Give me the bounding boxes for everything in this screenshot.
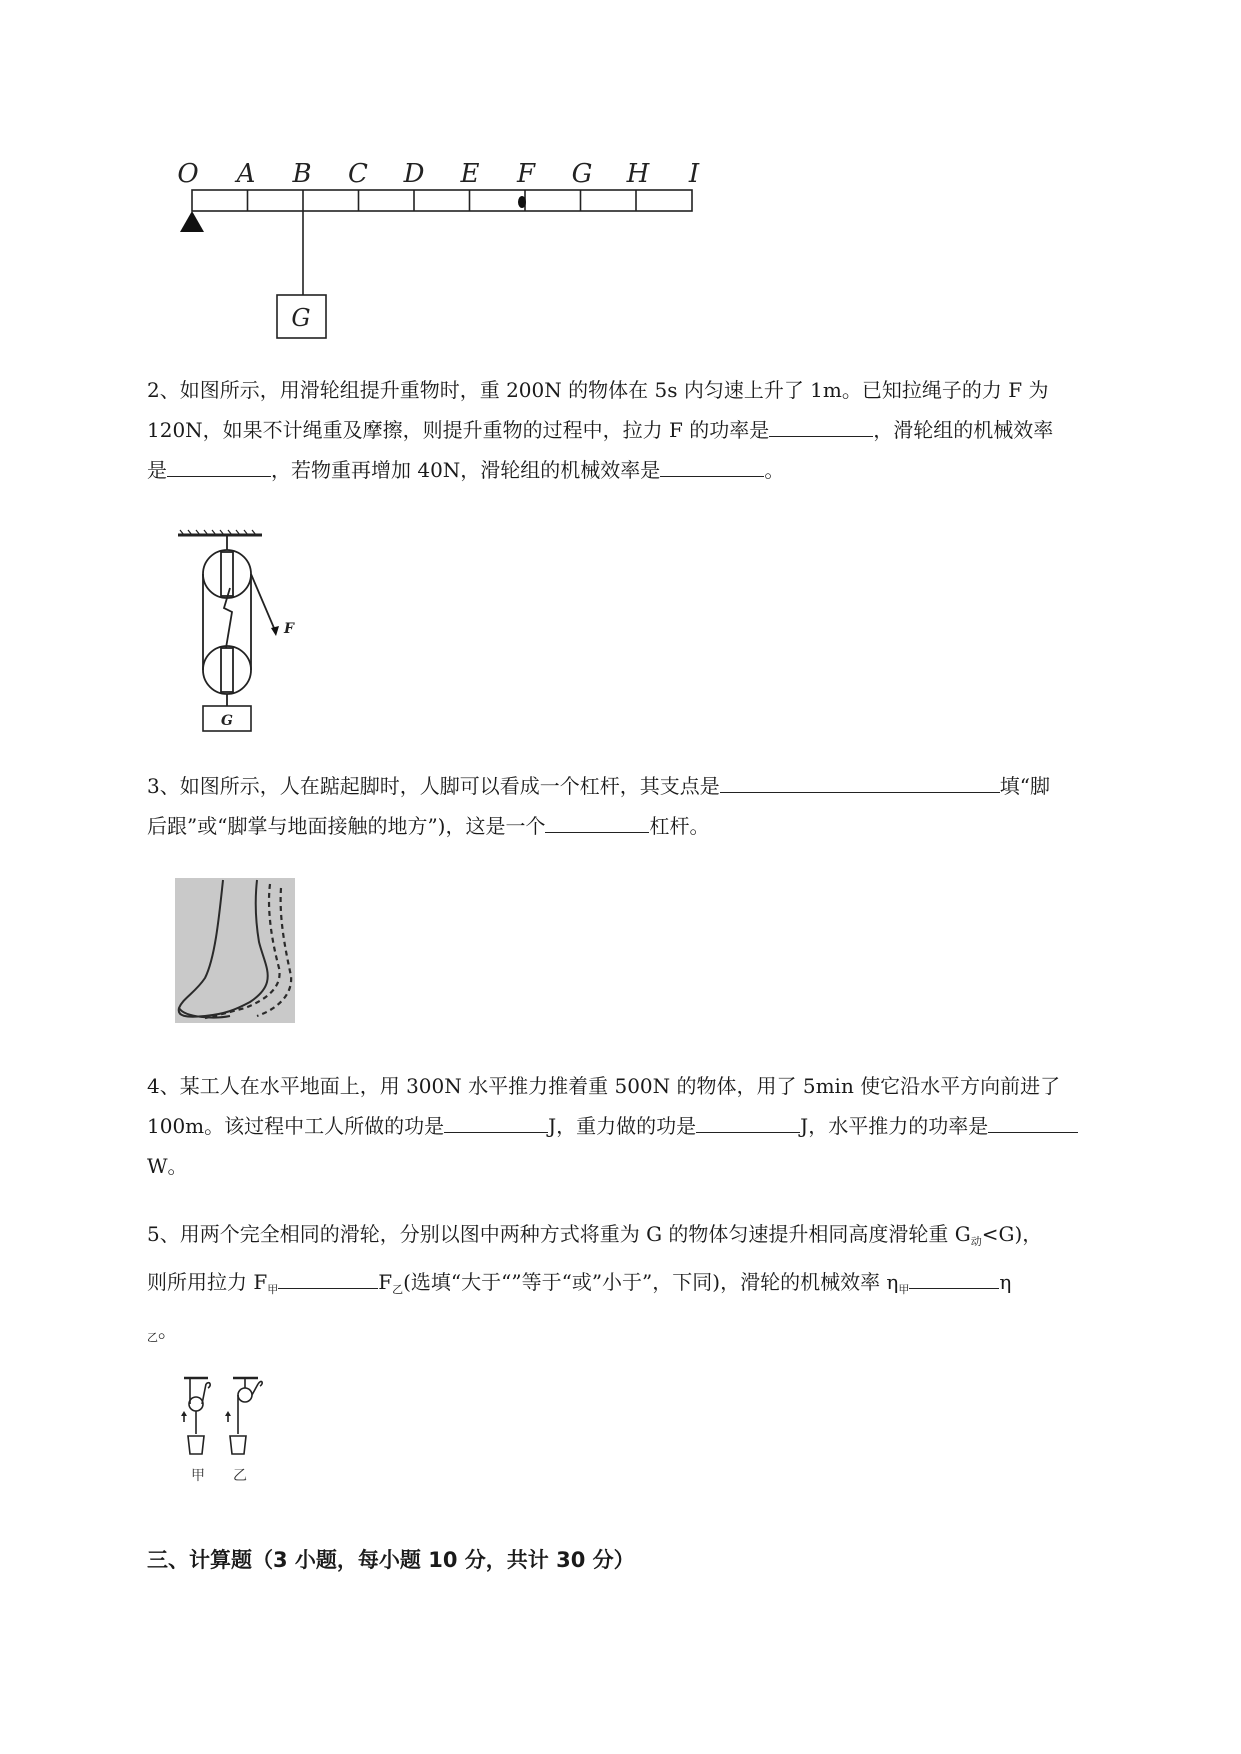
q5-line1-sub: 动 [970,1235,982,1248]
question-2 [147,370,1151,490]
pulley-weight-label: G [221,713,233,729]
question-4 [147,1066,1151,1186]
q5-efficiency-compare-blank[interactable] [909,1266,999,1289]
q2-power-blank[interactable] [769,414,873,437]
section-3-title: 三、计算题（3 小题，每小题 10 分，共计 30 分） [147,1548,635,1572]
q5-line2-sub2: 乙 [392,1283,404,1296]
foot-figure [175,878,295,1023]
question-3 [147,766,1151,846]
q5-line2-c: (选填“大于“”等于“或”小于”，下同)，滑轮的机械效率 η [403,1270,899,1294]
q3-line1-a: 3、如图所示，人在踮起脚时，人脚可以看成一个杠杆，其支点是 [147,774,720,798]
q2-efficiency-blank[interactable] [167,454,271,477]
lever-label-b: B [292,159,312,189]
lever-label-a: A [236,159,256,189]
lever-label-g: G [571,159,593,189]
q5-line2-sub1: 甲 [267,1283,279,1296]
q2-line3-a: 是 [147,458,167,482]
q4-work-blank[interactable] [444,1110,548,1133]
q4-power-blank[interactable] [988,1110,1078,1133]
q4-line2-c: J，水平推力的功率是 [800,1114,989,1138]
question-5 [147,1214,1151,1358]
q2-line2-b: ，滑轮组的机械效率 [873,418,1054,442]
q3-line2-a: 后跟”或“脚掌与地面接触的地方”)，这是一个 [147,814,546,838]
force-arrow-icon [271,626,279,636]
q4-line1: 4、某工人在水平地面上，用 300N 水平推力推着重 500N 的物体，用了 5min 使它沿水平方向前进了 [147,1074,1061,1098]
pulley-pair-label-right: 乙 [233,1468,247,1484]
q5-line1-b: <G)， [981,1222,1043,1246]
q4-line2-a: 100m。该过程中工人所做的功是 [147,1114,445,1138]
lever-label-d: D [403,159,425,189]
pulley-pair-label-left: 甲 [191,1468,205,1484]
q5-line2-b: F [378,1270,393,1294]
lever-label-e: E [460,159,480,189]
lever-bar [192,190,692,338]
pulley-figure [170,528,310,733]
q5-line1-a: 5、用两个完全相同的滑轮，分别以图中两种方式将重为 G 的物体匀速提升相同高度滑轮重 G [147,1222,971,1246]
fulcrum-icon [180,211,204,232]
lever-label-c: C [348,159,368,189]
q5-line3-c: 。 [158,1318,178,1342]
lever-label-o: O [177,159,199,189]
q4-line2-b: J，重力做的功是 [548,1114,697,1138]
q2-line2-a: 120N，如果不计绳重及摩擦，则提升重物的过程中，拉力 F 的功率是 [147,418,770,442]
fixed-pulley [203,550,251,598]
q3-line1-b: 填“脚 [999,774,1050,798]
q3-line2-b: 杠杆。 [649,814,710,838]
pulley-pair-figure [178,1374,278,1489]
q2-line1: 2、如图所示，用滑轮组提升重物时，重 200N 的物体在 5s 内匀速上升了 1m。已知拉绳子的力 F 为 [147,378,1049,402]
movable-pulley [203,646,251,694]
q2-new-efficiency-blank[interactable] [660,454,764,477]
q5-line2-sub3: 甲 [898,1283,910,1296]
lever-label-h: H [626,159,650,189]
lever-figure [170,150,710,340]
lever-label-f: F [516,159,536,189]
q5-line2-d: η [999,1270,1012,1294]
q3-lever-type-blank[interactable] [545,810,649,833]
q5-line2-a: 则所用拉力 F [147,1270,268,1294]
q3-fulcrum-blank[interactable] [720,770,1000,793]
q2-line3-b: ，若物重再增加 40N，滑轮组的机械效率是 [271,458,661,482]
lever-label-i: I [688,159,700,189]
q5-force-compare-blank[interactable] [278,1266,378,1289]
lever-weight-label: G [291,304,311,332]
q4-gravity-work-blank[interactable] [696,1110,800,1133]
q2-line3-c: 。 [764,458,785,482]
q5-line3-sub: 乙 [147,1331,158,1344]
pulley-force-label: F [284,621,294,637]
q4-line3: W。 [147,1154,188,1178]
lever-pivot-dot [518,196,526,208]
